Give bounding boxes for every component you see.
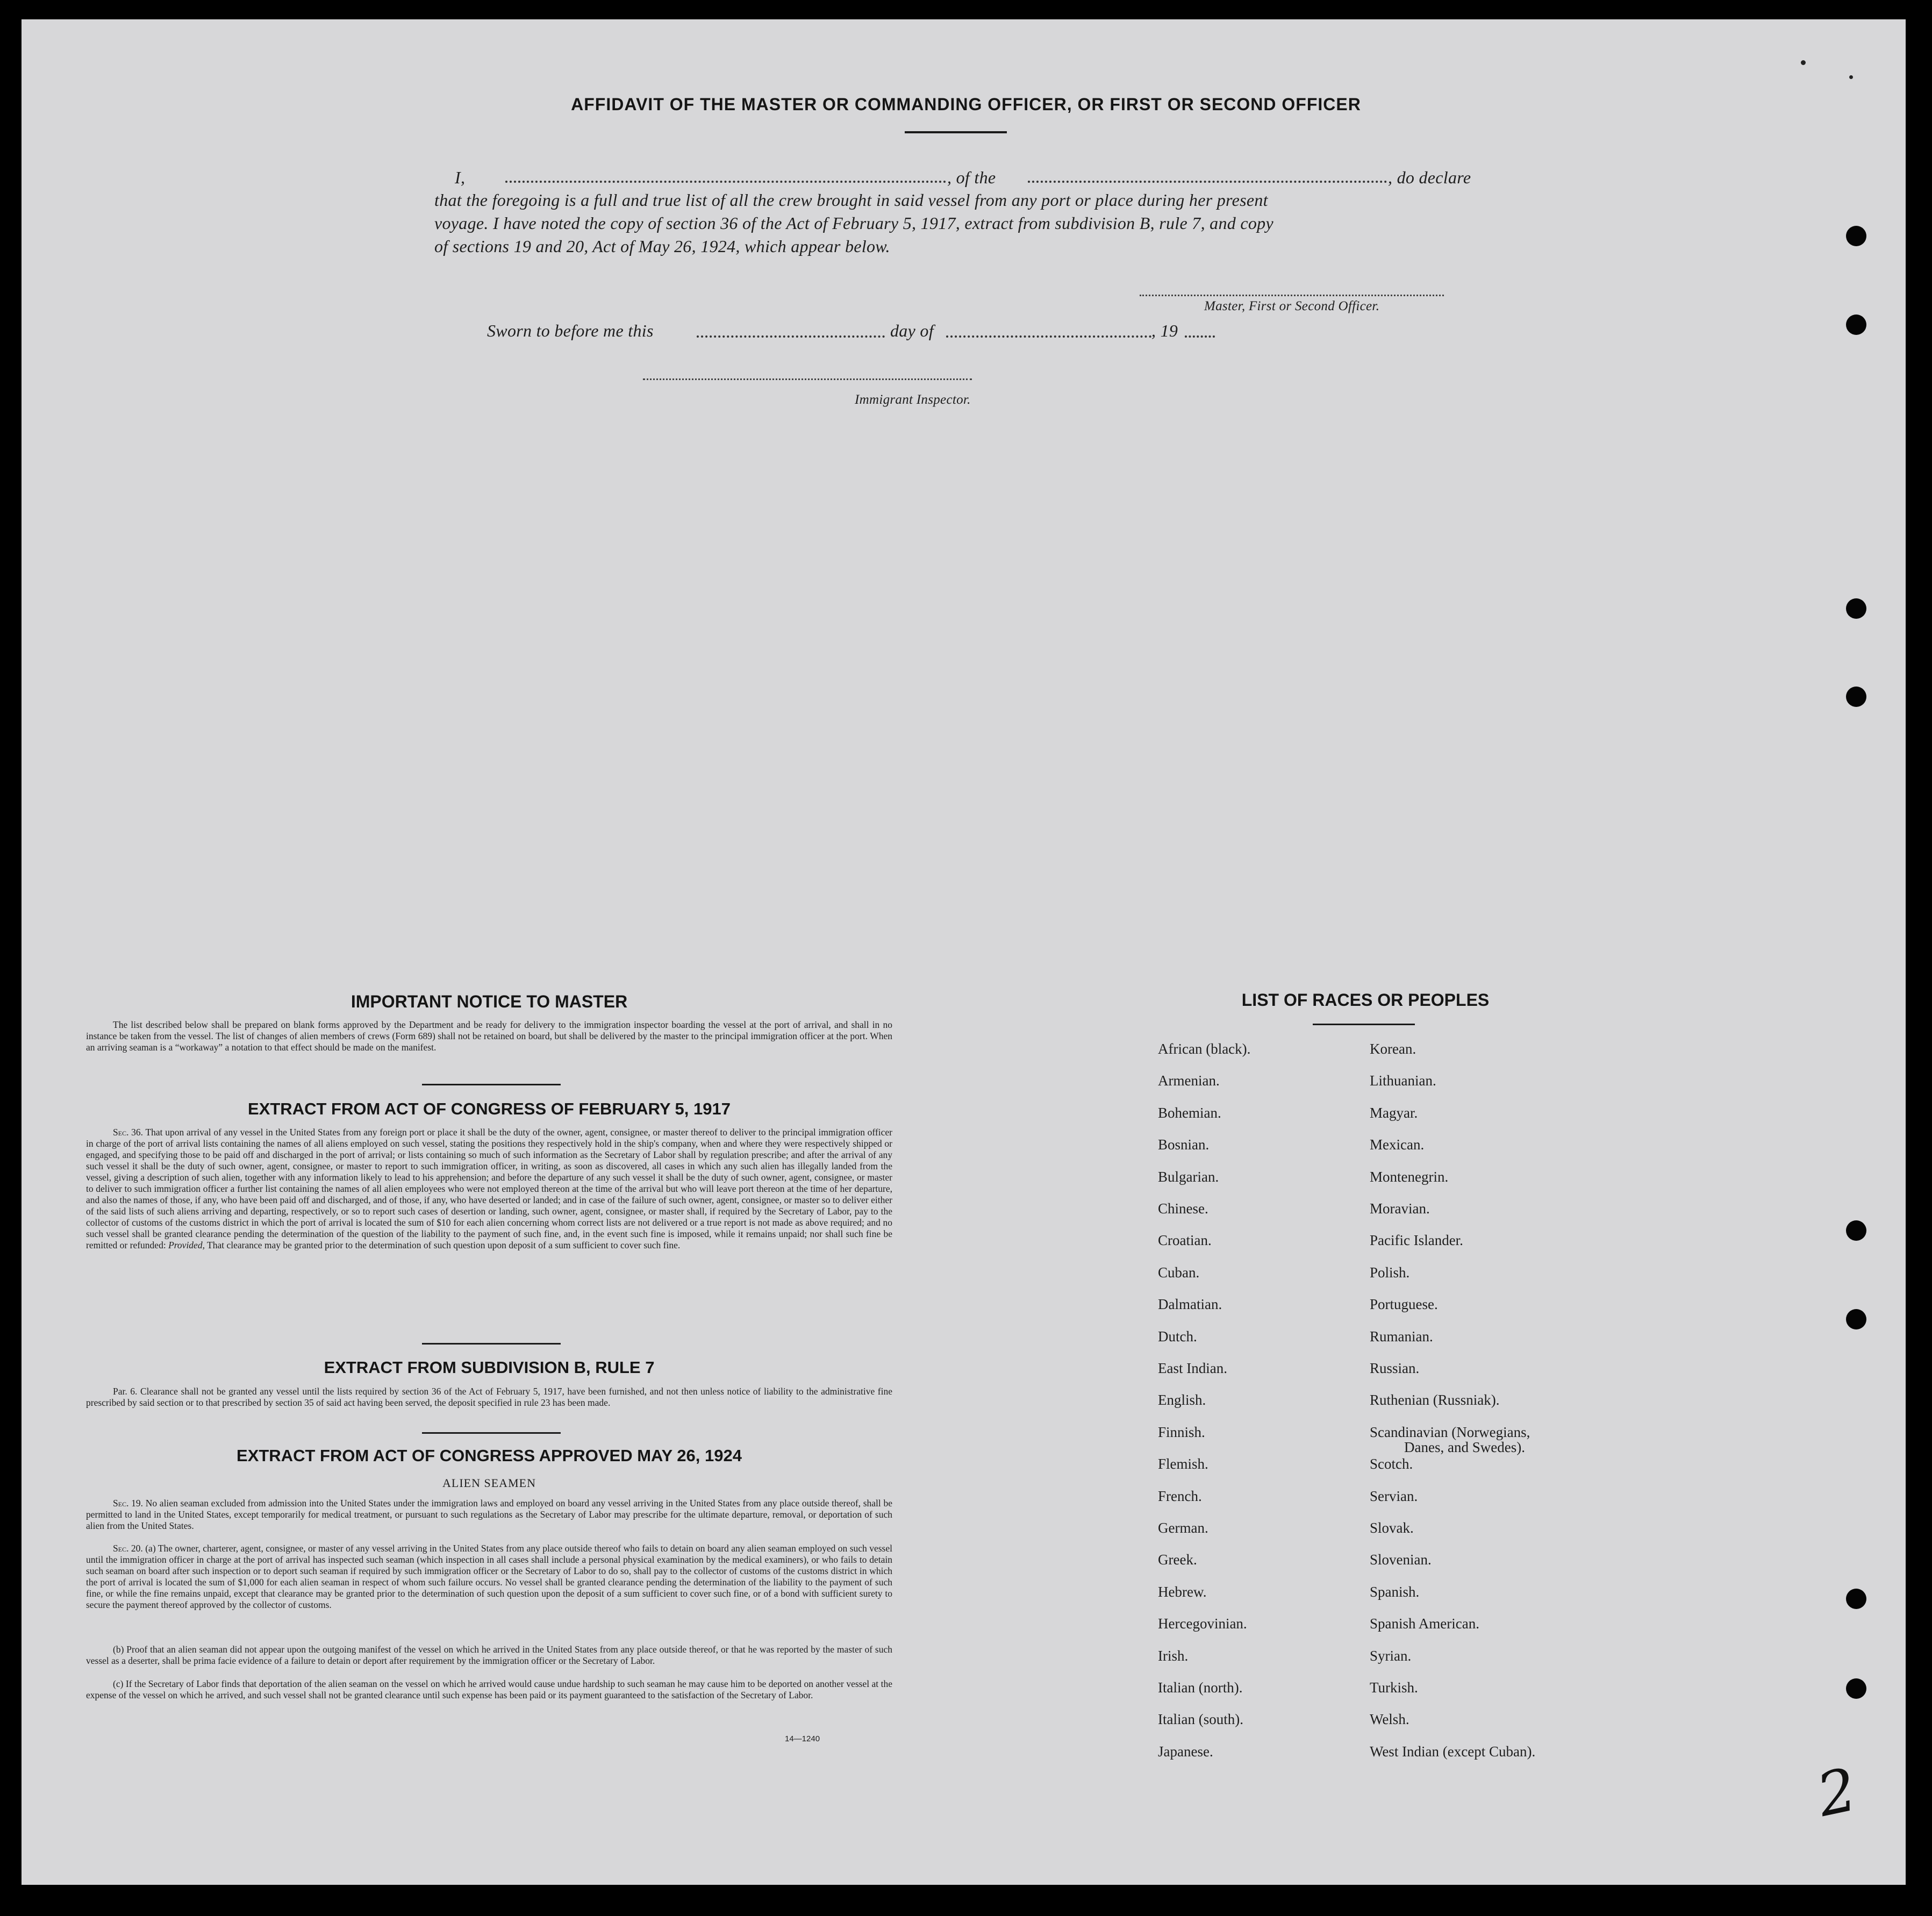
race-item: Slovak. bbox=[1370, 1520, 1414, 1536]
race-item: Flemish. bbox=[1158, 1456, 1208, 1472]
divider-3 bbox=[422, 1432, 561, 1434]
binder-hole bbox=[1846, 687, 1866, 707]
sec-19-text bbox=[86, 1498, 892, 1532]
inspector-signature-line[interactable] bbox=[643, 378, 972, 380]
sworn-prefix: Sworn to before me this bbox=[487, 321, 654, 340]
race-item: Bulgarian. bbox=[1158, 1168, 1219, 1185]
race-item: Hebrew. bbox=[1158, 1583, 1207, 1600]
extract-rule7-text: Par. 6. Clearance shall not be granted any vessel until the lists required by section 36 of the Act of February 5, 1917, have been furnished, and not then unless notice of liability to the administrative fine prescribed by said section or to that prescribed by section 35 of said act having been served, the deposit specified in rule 23 has been made. bbox=[86, 1386, 892, 1408]
race-item: Syrian. bbox=[1370, 1647, 1412, 1664]
race-item: Italian (north). bbox=[1158, 1679, 1243, 1696]
sec-20a-text bbox=[86, 1543, 892, 1611]
race-item: Irish. bbox=[1158, 1647, 1189, 1664]
race-item-continuation: Danes, and Swedes). bbox=[1404, 1439, 1525, 1455]
extract-rule7-title: EXTRACT FROM SUBDIVISION B, RULE 7 bbox=[324, 1358, 655, 1377]
race-item: Rumanian. bbox=[1370, 1328, 1433, 1345]
sworn-month-field[interactable] bbox=[946, 335, 1151, 338]
race-item: Moravian. bbox=[1370, 1200, 1430, 1217]
provided-word: Provided, bbox=[168, 1240, 205, 1250]
race-item: African (black). bbox=[1158, 1041, 1251, 1057]
race-item: Welsh. bbox=[1370, 1711, 1409, 1728]
binder-hole bbox=[1846, 226, 1866, 246]
race-item: Scotch. bbox=[1370, 1456, 1413, 1472]
race-item: Croatian. bbox=[1158, 1232, 1212, 1249]
master-signature-label: Master, First or Second Officer. bbox=[1204, 299, 1380, 313]
race-item: East Indian. bbox=[1158, 1360, 1227, 1376]
race-item: Chinese. bbox=[1158, 1200, 1208, 1217]
title-divider bbox=[905, 131, 1007, 133]
inspector-label: Immigrant Inspector. bbox=[855, 392, 971, 407]
alien-seamen-subtitle: ALIEN SEAMEN bbox=[442, 1476, 536, 1490]
race-item: Greek. bbox=[1158, 1552, 1197, 1568]
race-item: German. bbox=[1158, 1520, 1208, 1536]
races-title: LIST OF RACES OR PEOPLES bbox=[1241, 990, 1490, 1010]
sec-19-label: Sec. 19. bbox=[113, 1498, 144, 1509]
binder-hole bbox=[1846, 1220, 1866, 1241]
sworn-year: , 19 bbox=[1151, 321, 1178, 340]
extract-1917-title: EXTRACT FROM ACT OF CONGRESS OF FEBRUARY 5, 1917 bbox=[248, 1099, 731, 1118]
extract-1924-title: EXTRACT FROM ACT OF CONGRESS APPROVED MAY 26, 1924 bbox=[237, 1446, 742, 1465]
master-signature-line[interactable] bbox=[1140, 295, 1444, 296]
race-item: Bosnian. bbox=[1158, 1136, 1210, 1153]
affidavit-line-2: that the foregoing is a full and true list of all the crew brought in said vessel from any port or place during her present bbox=[434, 190, 1268, 210]
sworn-year-field[interactable] bbox=[1185, 335, 1215, 338]
declarant-do-declare: , do declare bbox=[1388, 168, 1471, 187]
sworn-day-field[interactable] bbox=[697, 335, 885, 338]
affidavit-line-4: of sections 19 and 20, Act of May 26, 1924, which appear below. bbox=[434, 237, 890, 256]
race-item: Pacific Islander. bbox=[1370, 1232, 1463, 1249]
handwritten-page-number: 2 bbox=[1811, 1755, 1863, 1830]
extract-1917-text bbox=[86, 1127, 892, 1251]
sec-36-body: That upon arrival of any vessel in the United States from any foreign port or place it shall be the duty of the owner, agent, consignee, or master thereof to deliver to the principal immigration officer in charge of the port of arrival lists containing the names of all aliens employed on such vessel, stating the positions they respectively hold in the ship's company, when and where they were respectively shipped or engaged, and specifying those to be paid off and discharged in the port of arrival; or lists containing so much of such information as the Secretary of Labor shall by regulation prescribe; and after the arrival of any such vessel it shall be the duty of such owner, agent, consignee, or master to report to such immigration officer, in writing, as soon as discovered, all cases in which any such alien has illegally landed from the vessel, giving a description of such alien, together with any information likely to lead to his apprehension; and before the departure of any such vessel it shall be the duty of such owner, agent, consignee, or master to deliver to such immigration officer a further list containing the names of all alien employees who were not employed thereon at the time of the arrival but who will leave port thereon at the time of her departure, and also the names of those, if any, who have been paid off and discharged, and of those, if any, who have deserted or landed; and in case of the failure of such owner, agent, consignee, or master so to deliver either of the said lists of such aliens arriving and departing, respectively, or so to report such cases of desertion or landing, such owner, agent, consignee, or master shall, if required by the Secretary of Labor, pay to the collector of customs of the customs district in which the port of arrival is located the sum of $10 for each alien concerning whom correct lists are not delivered or a true report is not made as above required; and no such vessel shall be granted clearance pending the determination of the question of the liability to the payment of such fine, and, in the event such fine is imposed, while it remains unpaid; nor shall such fine be remitted or refunded: bbox=[86, 1127, 892, 1250]
declarant-of-the: , of the bbox=[947, 168, 996, 187]
race-item: Hercegovinian. bbox=[1158, 1615, 1247, 1632]
divider-1 bbox=[422, 1084, 561, 1085]
races-divider bbox=[1313, 1024, 1415, 1025]
affidavit-title: AFFIDAVIT OF THE MASTER OR COMMANDING OFFICER, OR FIRST OR SECOND OFFICER bbox=[571, 95, 1361, 114]
race-item: Italian (south). bbox=[1158, 1711, 1243, 1728]
race-item: Lithuanian. bbox=[1370, 1073, 1436, 1089]
race-item: Polish. bbox=[1370, 1264, 1410, 1281]
race-item: Russian. bbox=[1370, 1360, 1420, 1376]
binder-hole bbox=[1846, 1678, 1866, 1699]
race-item: Finnish. bbox=[1158, 1424, 1205, 1440]
race-item: Slovenian. bbox=[1370, 1552, 1432, 1568]
sec-20c-text: (c) If the Secretary of Labor finds that deportation of the alien seaman on the vessel on which he arrived would cause undue hardship to such seaman he may cause him to be deported on another vessel at the expense of the vessel on which he arrived, and such vessel shall not be granted clearance until such expense has been paid or its payment guaranteed to the satisfaction of the Secretary of Labor. bbox=[86, 1678, 892, 1700]
notice-title: IMPORTANT NOTICE TO MASTER bbox=[350, 992, 628, 1011]
race-item: Bohemian. bbox=[1158, 1104, 1221, 1121]
race-item: Ruthenian (Russniak). bbox=[1370, 1392, 1500, 1409]
race-item: Mexican. bbox=[1370, 1136, 1425, 1153]
declarant-prefix: I, bbox=[455, 168, 466, 187]
race-item: Montenegrin. bbox=[1370, 1168, 1449, 1185]
sec-19-body: No alien seaman excluded from admission into the United States under the immigration laws and employed on board any vessel arriving in the United States from any place outside thereof, shall be permitted to land in the United States, except temporarily for medical treatment, or pursuant to such regulations as the Secretary of Labor may prescribe for the ultimate departure, removal, or deportation of such alien from the United States. bbox=[86, 1498, 892, 1531]
race-item: Servian. bbox=[1370, 1488, 1418, 1504]
race-item: Spanish. bbox=[1370, 1583, 1420, 1600]
race-item: Turkish. bbox=[1370, 1679, 1418, 1696]
sworn-day-of: day of bbox=[890, 321, 934, 340]
race-item: French. bbox=[1158, 1488, 1202, 1504]
race-item: Spanish American. bbox=[1370, 1615, 1479, 1632]
race-item: Dalmatian. bbox=[1158, 1296, 1222, 1313]
affidavit-line-3: voyage. I have noted the copy of section 36 of the Act of February 5, 1917, extract from subdivision B, rule 7, and copy bbox=[434, 213, 1273, 233]
race-item: Dutch. bbox=[1158, 1328, 1197, 1345]
sec-36-label: Sec. 36. bbox=[113, 1127, 144, 1138]
binder-hole bbox=[1846, 314, 1866, 335]
race-item: Cuban. bbox=[1158, 1264, 1200, 1281]
binder-hole bbox=[1846, 1309, 1866, 1329]
race-item: Magyar. bbox=[1370, 1104, 1418, 1121]
binder-hole bbox=[1846, 1589, 1866, 1609]
binder-hole bbox=[1846, 598, 1866, 619]
vessel-name-field[interactable] bbox=[1028, 181, 1387, 183]
race-item: Korean. bbox=[1370, 1041, 1416, 1057]
race-item: Scandinavian (Norwegians, bbox=[1370, 1424, 1530, 1440]
race-item: Japanese. bbox=[1158, 1743, 1213, 1760]
declarant-name-field[interactable] bbox=[505, 181, 946, 183]
sec-20b-text: (b) Proof that an alien seaman did not appear upon the outgoing manifest of the vessel on which he arrived in the United States from any place outside thereof, or that he was reported by the master of such vessel as a deserter, shall be prima facie evidence of a failure to detain or deport after requirement by the immigration officer or the Secretary of Labor. bbox=[86, 1644, 892, 1666]
sec-20a-body: (a) The owner, charterer, agent, consignee, or master of any vessel arriving in the United States from any place outside thereof who fails to detain on board any alien seaman employed on such vessel until the immigration officer in charge at the port of arrival has inspected such seaman (which inspection in all cases shall include a personal physical examination by the medical examiners), or who fails to detain such seaman on board after such inspection or to deport such seaman if required by such immigration officer or the Secretary of Labor to do so, shall pay to the collector of customs of the customs district in which the port of arrival is located the sum of $1,000 for each alien seaman in respect of whom such failure occurs. No vessel shall be granted clearance pending the determination of the liability to the payment of such fine, or while the fine remains unpaid, except that clearance may be granted prior to the determination of such question upon the deposit of a sum sufficient to cover such fine, or of a bond with sufficient surety to secure the payment thereof approved by the collector of customs. bbox=[86, 1543, 893, 1610]
form-number: 14—1240 bbox=[785, 1734, 820, 1743]
speck bbox=[1801, 60, 1806, 65]
divider-2 bbox=[422, 1343, 561, 1345]
notice-text: The list described below shall be prepared on blank forms approved by the Department and be ready for delivery to the immigration inspector boarding the vessel at the port of arrival, and shall in no instance be taken from the vessel. The list of changes of alien members of crews (Form 689) shall not be retained on board, but shall be delivered by the master to the principal immigration officer at the port. When an arriving seaman is a “workaway” a notation to that effect should be made on the manifest. bbox=[86, 1019, 892, 1053]
sec-20-label: Sec. 20. bbox=[113, 1543, 143, 1554]
speck bbox=[1849, 75, 1853, 79]
race-item: Armenian. bbox=[1158, 1073, 1220, 1089]
race-item: Portuguese. bbox=[1370, 1296, 1438, 1313]
race-item: English. bbox=[1158, 1392, 1206, 1409]
race-item: West Indian (except Cuban). bbox=[1370, 1743, 1536, 1760]
sec-36-end: That clearance may be granted prior to the determination of such question upon deposit of a sum sufficient to cover such fine. bbox=[207, 1240, 681, 1250]
